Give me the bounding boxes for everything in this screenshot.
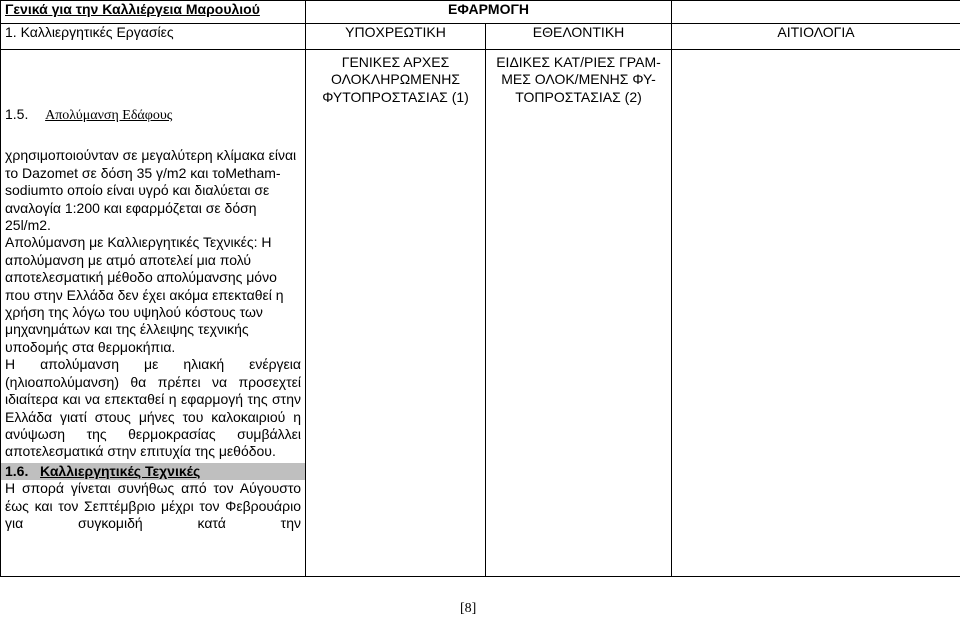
title-link[interactable]: Γενικά για την Καλλιέργεια Μαρουλιού <box>1 1 306 24</box>
justification-header: ΑΙΤΙΟΛΟΓΙΑ <box>672 24 960 50</box>
subsection2-number: 1.6. <box>5 462 29 479</box>
empty-title-cell <box>672 1 960 24</box>
body-row <box>1 50 960 577</box>
subsection-title[interactable]: Απολύμανση Εδάφους <box>45 108 173 123</box>
application-header: ΕΦΑΡΜΟΓΗ <box>306 1 672 24</box>
voluntary-cell <box>486 50 672 577</box>
mandatory-header: ΥΠΟΧΡΕΩΤΙΚΗ <box>306 24 486 50</box>
mandatory-cell-text: ΓΕΝΙΚΕΣ ΑΡΧΕΣ ΟΛΟΚΛΗΡΩΜΕΝΗΣ ΦΥΤΟΠΡΟΣΤΑΣΙΑΣ (1) <box>322 54 469 105</box>
voluntary-cell-text: ΕΙΔΙΚΕΣ ΚΑΤ/ΡΙΕΣ ΓΡΑΜ-ΜΕΣ ΟΛΟΚ/ΜΕΝΗΣ ΦΥ-ΤΟΠΡΟΣΤΑΣΙΑΣ (2) <box>496 54 661 105</box>
content-cell <box>1 50 306 577</box>
paragraph-2: Απολύμανση με Καλλιεργητικές Τεχνικές: Η απολύμανση με ατμό αποτελεί μια πολύ αποτελεσματική μέθοδο απολύμανσης μόνο που στην Ελλάδα δεν έχει ακόμα επεκταθεί η χρήση της λόγω του υψηλού κόστους των μηχανημάτων και της έλλειψης τεχνικής υποδομής στα θερμοκήπια. <box>5 234 284 355</box>
subsection2-title: Καλλιεργητικές Τεχνικές <box>40 462 201 479</box>
voluntary-header: ΕΘΕΛΟΝΤΙΚΗ <box>486 24 672 50</box>
page-reference: [8] <box>460 601 477 616</box>
subsection2-heading <box>1 463 305 480</box>
paragraph-4: Η σπορά γίνεται συνήθως από τον Αύγουστο έως και τον Σεπτέμβριο μέχρι τον Φεβρουάριο για συγκομιδή κατά την <box>5 480 301 531</box>
paragraph-1: χρησιμοποιούνταν σε μεγαλύτερη κλίμακα είναι το Dazomet σε δόση 35 γ/m2 και τοMetham-sodiumτο οποίο είναι υγρό και διαλύεται σε αναλογία 1:200 και εφαρμόζεται σε δόση 25l/m2. <box>5 147 297 234</box>
subsection-number: 1.5. <box>5 106 29 122</box>
section-header: 1. Καλλιεργητικές Εργασίες <box>1 24 306 50</box>
subsection-heading <box>5 56 301 147</box>
justification-cell <box>672 50 960 577</box>
mandatory-cell <box>306 50 486 577</box>
paragraph-3: Η απολύμανση με ηλιακή ενέργεια (ηλιοαπολύμανση) θα πρέπει να προσεχτεί ιδιαίτερα και να επεκταθεί η εφαρμογή της στην Ελλάδα γιατί στους μήνες του καλοκαιριού η ανύψωση της θερμοκρασίας συμβάλλει αποτελεσματικά στην επιτυχία της μεθόδου. <box>5 356 301 460</box>
title-row <box>1 1 960 24</box>
columns-row <box>1 24 960 50</box>
